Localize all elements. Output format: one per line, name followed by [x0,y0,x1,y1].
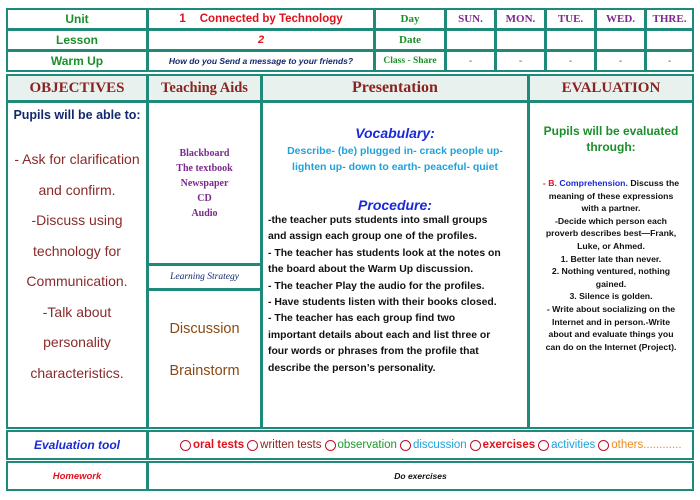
procedure-line: important details about each and list three or [268,329,491,341]
objectives-intro: Pupils will be able to: [13,108,141,122]
unit-number: 1 [179,13,186,25]
eval-option-label: exercises [482,439,536,451]
teaching-aids-cell [147,101,262,265]
evaluation-line: Internet and in person.-Write [551,316,671,327]
eval-option-discussion[interactable] [397,439,467,451]
objective-line: technology for [33,242,121,259]
objectives-cell [6,101,148,429]
lesson-number: 2 [147,29,375,51]
eval-option-label: written tests [260,439,322,451]
unit-title: Connected by Technology [199,13,343,25]
evaluation-line: -Decide which person each [554,215,667,226]
evaluation-line: about and evaluate things you [548,329,674,340]
evaluation-heading [530,123,692,155]
eval-option-label: discussion [412,439,467,451]
evaluation-tool-label: Evaluation tool [6,430,148,460]
learning-strategy-label: Learning Strategy [147,264,262,290]
procedure-list [263,213,527,377]
evaluation-body [530,177,692,353]
eval-option-label: others............ [611,439,682,451]
day-mon: MON. [495,8,546,30]
vocab-line: lighten up- down to earth- peaceful- quiet [292,161,498,173]
vocab-title: Vocabulary: [355,125,435,141]
evaluation-line: 1. Better late than never. [560,253,662,264]
vocab-line: Describe- (be) plugged in- crack people up- [287,145,503,157]
evaluation-tool-options [147,430,694,460]
day-tue: TUE. [545,8,596,30]
homework-label: Homework [6,461,148,491]
procedure-title: Procedure: [358,197,432,213]
evaluation-line: Luke, or Ahmed. [577,240,645,251]
teaching-aids-list [176,146,232,221]
eval-option-label: oral tests [193,439,245,451]
procedure-line: the board about the Warm Up discussion. [268,264,474,276]
class-share-label: Class - Share [374,50,446,72]
unit-label: Unit [6,8,148,30]
evaluation-heading-line: Pupils will be evaluated [543,124,679,138]
procedure-line: describe the person’s personality. [268,362,436,374]
procedure-line: - Have students listen with their books closed. [268,297,497,309]
eval-option-written[interactable] [244,439,321,451]
evaluation-line: - Write about socializing on the [546,303,676,314]
eval-option-activities[interactable] [535,439,595,451]
date-cell-sun [445,29,496,51]
eval-option-observation[interactable] [322,439,397,451]
aid-item: Audio [191,207,218,219]
radio-circle-icon [598,440,609,451]
objective-line: and confirm. [38,181,116,198]
teaching-aids-header: Teaching Aids [147,74,262,102]
strategies-cell [147,289,262,429]
evaluation-header: EVALUATION [528,74,694,102]
evaluation-line: proverb describes best—Frank, [545,228,677,239]
b-marker: - B. [542,178,557,188]
class-mark-sun: - [445,50,496,72]
objectives-list [8,144,146,388]
objective-line: - Ask for clarification [14,151,140,167]
radio-circle-icon [325,440,336,451]
warmup-question: How do you Send a message to your friends? [147,50,375,72]
strategy-discussion: Discussion [169,321,240,337]
objective-line: -Talk about [42,303,112,320]
radio-circle-icon [180,440,191,451]
evaluation-line: meaning of these expressions [548,190,674,201]
b-first-rest: Discuss the [630,178,680,188]
date-cell-thu [645,29,694,51]
day-wed: WED. [595,8,646,30]
aid-item: The textbook [176,162,233,174]
evaluation-heading-line: through: [586,140,636,154]
evaluation-line: gained. [595,278,627,289]
procedure-line: - The teacher has each group find two [268,313,456,325]
radio-circle-icon [247,440,258,451]
objective-line: personality [43,334,111,350]
eval-option-label: activities [551,439,596,451]
class-mark-tue: - [545,50,596,72]
procedure-line: and assign each group one of the profiles. [268,231,477,243]
evaluation-line: can do on the Internet (Project). [545,341,677,352]
strategy-brainstorm: Brainstorm [169,363,240,379]
eval-option-label: observation [337,439,397,451]
procedure-line: four words or phrases from the profile that [268,346,479,358]
eval-option-oral[interactable] [177,439,244,451]
objective-line: Communication. [26,273,128,289]
eval-option-others[interactable] [595,439,681,451]
radio-circle-icon [400,440,411,451]
presentation-cell [261,101,529,429]
warmup-label: Warm Up [6,50,148,72]
objective-line: -Discuss using [31,212,123,228]
aid-item: Blackboard [179,147,230,159]
lesson-label: Lesson [6,29,148,51]
aid-item: Newspaper [180,177,229,189]
presentation-header: Presentation [261,74,529,102]
evaluation-line: with a partner. [581,203,641,214]
class-mark-wed: - [595,50,646,72]
aid-item: CD [197,192,212,204]
evaluation-first-line [530,177,692,190]
class-mark-mon: - [495,50,546,72]
day-sun: SUN. [445,8,496,30]
day-label: Day [374,8,446,30]
procedure-line: -the teacher puts students into small groups [268,215,488,226]
day-thu: THRE. [645,8,694,30]
radio-circle-icon [538,440,549,451]
date-cell-wed [595,29,646,51]
procedure-line: - The teacher has students look at the notes on [268,247,501,259]
vocab-list [263,143,527,175]
evaluation-cell [528,101,694,429]
radio-circle-icon [470,440,481,451]
unit-title-cell [147,8,375,30]
date-cell-mon [495,29,546,51]
date-label: Date [374,29,446,51]
objectives-header: OBJECTIVES [6,74,148,102]
evaluation-line: 3. Silence is golden. [569,291,653,302]
objective-line: characteristics. [30,364,124,381]
procedure-line: - The teacher Play the audio for the profiles. [268,280,485,292]
homework-value: Do exercises [147,461,694,491]
date-cell-tue [545,29,596,51]
evaluation-line: 2. Nothing ventured, nothing [551,266,671,277]
eval-option-exercises[interactable] [467,439,535,451]
class-mark-thu: - [645,50,694,72]
b-title: Comprehension. [559,178,628,188]
